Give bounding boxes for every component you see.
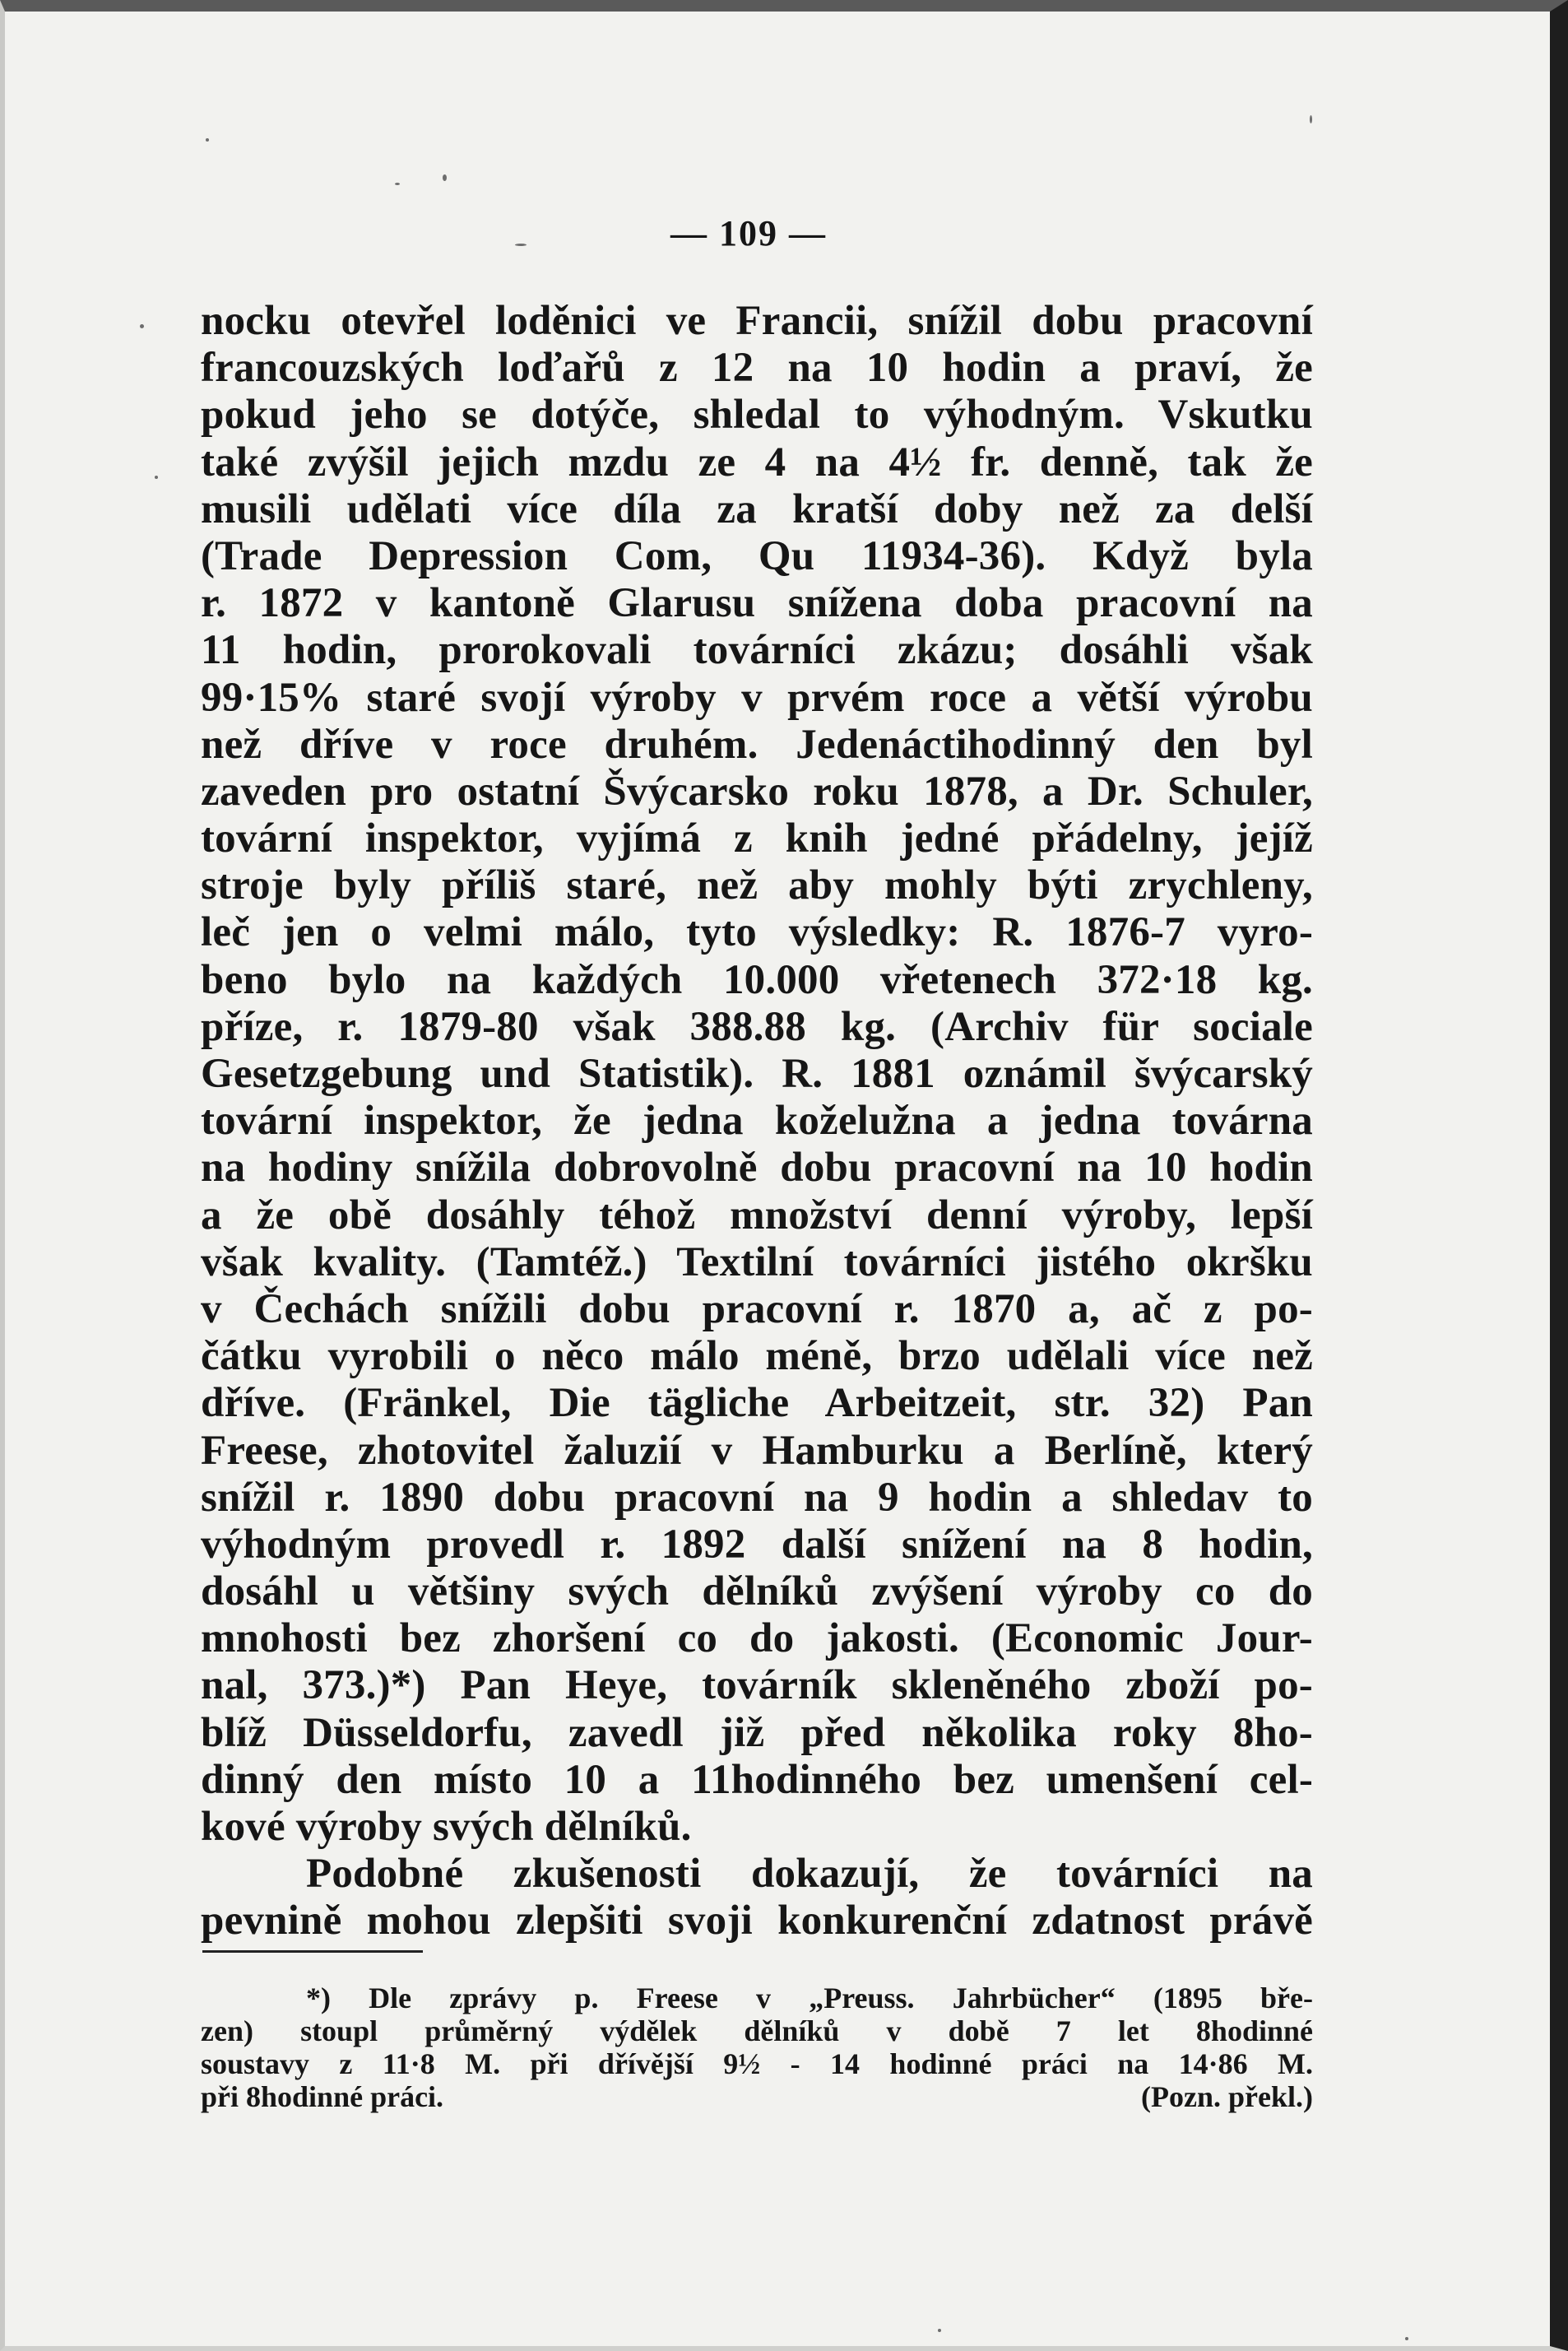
text-line: r. 1872 v kantoně Glarusu snížena doba pracovní na: [201, 580, 1313, 627]
footnote-line: zen) stoupl průměrný výdělek dělníků v době 7 let 8hodinné: [201, 2014, 1313, 2047]
text-line: nal, 373.)*) Pan Heye, továrník skleněného zboží po-: [201, 1662, 1313, 1709]
text-line: mnohosti bez zhoršení co do jakosti. (Economic Jour-: [201, 1615, 1313, 1662]
text-line: příze, r. 1879-80 však 388.88 kg. (Archiv für sociale: [201, 1003, 1313, 1050]
text-line: beno bylo na každých 10.000 vřetenech 372·18 kg.: [201, 956, 1313, 1003]
footnote-line: soustavy z 11·8 M. při dřívější 9½ - 14 hodinné práci na 14·86 M.: [201, 2047, 1313, 2080]
scan-speck: [395, 183, 400, 185]
text-line: tovární inspektor, vyjímá z knih jedné přádelny, jejíž: [201, 815, 1313, 862]
text-line: leč jen o velmi málo, tyto výsledky: R. 1876-7 vyro-: [201, 909, 1313, 956]
text-line: Gesetzgebung und Statistik). R. 1881 oznámil švýcarský: [201, 1051, 1313, 1097]
footnote-text-end: při 8hodinné práci.: [201, 2080, 444, 2113]
text-line: a že obě dosáhly téhož množství denní výroby, lepší: [201, 1192, 1313, 1238]
text-line: tovární inspektor, že jedna koželužna a jedna továrna: [201, 1098, 1313, 1145]
text-line: pokud jeho se dotýče, shledal to výhodným. Vskutku: [201, 392, 1313, 439]
text-line: musili udělati více díla za kratší doby než za delší: [201, 486, 1313, 532]
scan-speck: [1405, 2337, 1408, 2340]
scan-speck: [155, 476, 158, 479]
text-line: Freese, zhotovitel žaluzií v Hamburku a Berlíně, který: [201, 1427, 1313, 1474]
footnote-divider: [202, 1950, 423, 1953]
text-line: však kvality. (Tamtéž.) Textilní továrníci jistého okršku: [201, 1238, 1313, 1285]
text-line: na hodiny snížila dobrovolně dobu pracovní na 10 hodin: [201, 1145, 1313, 1192]
scan-speck: [938, 2329, 941, 2332]
scan-speck: [1310, 115, 1312, 123]
footnote-last-line: [201, 2080, 1313, 2113]
paragraph-end-line: kové výroby svých dělníků.: [201, 1804, 692, 1850]
text-line: nocku otevřel loděnici ve Francii, snížil dobu pracovní: [201, 298, 1313, 344]
page-number: — 109 —: [670, 213, 827, 253]
text-line: dinný den místo 10 a 11hodinného bez umenšení cel-: [201, 1756, 1313, 1803]
text-line: snížil r. 1890 dobu pracovní na 9 hodin a shledav to: [201, 1474, 1313, 1521]
scan-speck: [515, 244, 527, 246]
scan-speck: [206, 138, 209, 142]
scan-speck: [140, 324, 144, 328]
text-line: stroje byly příliš staré, než aby mohly býti zrychleny,: [201, 862, 1313, 909]
text-line: (Trade Depression Com, Qu 11934-36). Když byla: [201, 532, 1313, 579]
text-line: než dříve v roce druhém. Jedenáctihodinný den byl: [201, 721, 1313, 768]
text-line: čátku vyrobili o něco málo méně, brzo udělali více než: [201, 1333, 1313, 1380]
footnote-line: *) Dle zprávy p. Freese v „Preuss. Jahrbücher“ (1895 bře-: [306, 1982, 1313, 2014]
text-line: také zvýšil jejich mzdu ze 4 na 4½ fr. denně, tak že: [201, 439, 1313, 486]
text-line: blíž Düsseldorfu, zavedl již před několika roky 8ho-: [201, 1709, 1313, 1756]
footnote: [201, 1982, 1313, 2113]
scan-speck: [443, 174, 447, 181]
text-line: v Čechách snížili dobu pracovní r. 1870 a, ač z po-: [201, 1285, 1313, 1332]
text-line: dosáhl u většiny svých dělníků zvýšení výroby co do: [201, 1568, 1313, 1615]
text-line: 11 hodin, prorokovali továrníci zkázu; dosáhli však: [201, 627, 1313, 674]
text-line: zaveden pro ostatní Švýcarsko roku 1878, a Dr. Schuler,: [201, 768, 1313, 815]
translator-note: (Pozn. překl.): [1141, 2080, 1313, 2113]
text-line: francouzských loďařů z 12 na 10 hodin a praví, že: [201, 345, 1313, 392]
text-line: 99·15% staré svojí výroby v prvém roce a větší výrobu: [201, 674, 1313, 721]
body-text: [201, 298, 1313, 1945]
text-line: pevnině mohou zlepšiti svoji konkurenční zdatnost právě: [201, 1898, 1313, 1944]
text-line: dříve. (Fränkel, Die tägliche Arbeitzeit, str. 32) Pan: [201, 1380, 1313, 1427]
paragraph-start-line: Podobné zkušenosti dokazují, že továrníci na: [306, 1851, 1313, 1898]
text-line: výhodným provedl r. 1892 další snížení na 8 hodin,: [201, 1521, 1313, 1568]
